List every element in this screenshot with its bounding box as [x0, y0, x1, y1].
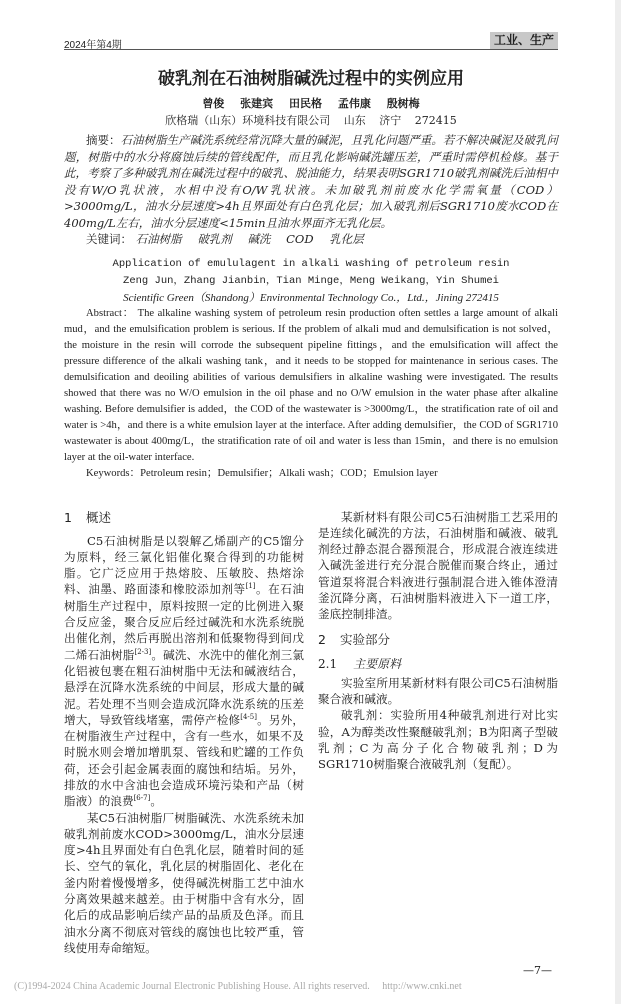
english-keywords: Keywords：Petroleum resin；Demulsifier；Alkali wash；COD；Emulsion layer: [86, 468, 438, 480]
paragraph: 实验室所用某新材料有限公司C5石油树脂聚合液和碱液。: [318, 675, 558, 706]
copyright-footer: [14, 980, 614, 1004]
english-abstract-label: Abstract：: [86, 307, 135, 319]
author: 殷树梅: [386, 97, 420, 110]
text: 。在石油树脂生产过程中，原料按照一定的比例进入聚合反应釜，聚合反应后经过碱洗和水洗系统脱出催化剂，然后再脱出溶剂和低聚物得到间戊二烯石油树脂: [64, 582, 304, 662]
affiliation-city: 济宁: [379, 114, 402, 127]
keywords-cn: [64, 231, 558, 248]
abstract-cn: [64, 132, 558, 231]
citation[interactable]: [6-7]: [133, 794, 151, 803]
issue-label: 2024年第4期: [64, 40, 122, 51]
affiliation-province: 山东: [343, 114, 366, 127]
section-label: 工业、生产: [490, 32, 558, 49]
affiliation: [64, 113, 558, 128]
author: 孟伟康: [337, 97, 371, 110]
text: 。碱洗、水洗中的催化剂三氯化铝被包裹在粗石油树脂中无法和碱液结合，悬浮在沉降水洗系统的中间层，形成大量的碱泥。若处理不当则会造成沉降水洗系统的压差增大，导致管线堵塞，需停产检修: [64, 647, 304, 727]
body-column-left: [64, 509, 304, 957]
keyword: 碱洗: [247, 232, 271, 246]
keywords-label: 关键词：: [86, 232, 132, 246]
english-abstract-text: The alkaline washing system of petroleum resin production often settles a large amount of alkali mud，and the emulsification problem is serious. If the problem of alkali mud and demulsification is not solved，the moisture in the resin will corrode the subsequent pipeline fittings，and the emulsification will affect the pressure difference of the alkali washing tank，and it needs to be stopped for maintenance in serious cases. The demulsification and deoiling abilities of various demulsifiers in alkaline washing were investigated. The results showed that there was no W/O emulsion in the oil phase and no O/W emulsion in the water phase after alkaline washing. Before demulsifier is added，the COD of the wastewater is >3000mg/L，the stratification rate of oil and water is >4h，and there is a white emulsion layer at the interface. After adding demulsifier，the COD of SGR1710 wastewater is about 400mg/L，the stratification rate of oil and water is less than 15min，and there is no emulsion layer at the oil-water interface.: [64, 307, 559, 464]
paragraph: 某新材料有限公司C5石油树脂工艺采用的是连续化碱洗的方法，石油树脂和碱液、破乳剂经过静态混合器预混合，形成混合液连续进入碱洗釜进行充分混合脱催而聚合终止，通过管道泵将混合料液进行强制混合进入锥体澄清釜沉降分离，石油树脂料液进入下一道工序，釜底控制排渣。: [318, 509, 558, 622]
footer-url[interactable]: http://www.cnki.net: [382, 981, 462, 993]
subsection-heading: [318, 655, 558, 673]
keyword: 石油树脂: [135, 232, 182, 246]
body-columns: [64, 509, 558, 957]
text: 。另外，在树脂液生产过程中，含有一些水，如果不及时脱水则会增加增肌泵、管线和贮罐的工作负荷，还会引起金属表面的腐蚀和结垢。另外，排放的水中含油也会造成环境污染和产品（树脂液）的浪费: [64, 712, 304, 809]
author-list: [64, 96, 558, 111]
paragraph: [64, 533, 304, 810]
english-affiliation: Scientific Green（Shandong）Environmental Technology Co.，Ltd.，Jining 272415: [123, 291, 499, 304]
page-number: —7—: [523, 964, 552, 978]
section-heading: [64, 509, 304, 527]
keyword: 破乳剂: [197, 232, 232, 246]
author: 田民格: [289, 97, 322, 110]
section-title: 实验部分: [339, 631, 390, 647]
body-column-right: [318, 509, 558, 957]
citation[interactable]: [2-3]: [134, 647, 152, 656]
keyword: COD: [286, 232, 314, 246]
running-header: [64, 33, 558, 50]
copyright-text: (C)1994-2024 China Academic Journal Electronic Publishing House. All rights reserved.: [14, 981, 370, 993]
scrollbar[interactable]: [615, 0, 621, 1004]
text: C5石油树脂是以裂解乙烯副产的C5馏分为原料，经三氯化铝催化聚合得到的功能树脂。它广泛应用于热熔胶、压敏胶、热熔涂料、油墨、路面漆和橡胶添加剂等: [64, 533, 304, 597]
author: 张建宾: [240, 97, 274, 110]
abstract-text: 石油树脂生产碱洗系统经常沉降大量的碱泥，且乳化问题严重。若不解决碱泥及破乳问题，树脂中的水分将腐蚀后续的管线配件，而且乳化影响碱洗罐压差，严重时需停机检修。基于此，考察了多种破乳剂在碱洗过程中的破乳、脱油能力，结果表明SGR1710破乳剂碱洗后油相中没有W/O乳状液，水相中没有O/W乳状液。未加破乳剂前废水化学需氧量（COD）>3000mg/L，油水分层速度>4h且界面处有白色乳化层；加入破乳剂后SGR1710废水COD在400mg/L左右，油水分层速度<15min且油水界面齐无乳化层。: [64, 133, 559, 230]
english-title: Application of emululagent in alkali washing of petroleum resin: [112, 257, 510, 270]
text: 。: [150, 794, 162, 809]
page: [14, 0, 559, 1004]
paragraph: 破乳剂：实验所用4种破乳剂进行对比实验，A为醇类改性聚醚破乳剂；B为阳离子型破乳剂；C为高分子化合物破乳剂；D为SGR1710树脂聚合液破乳剂（复配）。: [318, 708, 558, 772]
article-title: 破乳剂在石油树脂碱洗过程中的实例应用: [158, 69, 464, 89]
citation[interactable]: [4-5]: [240, 712, 257, 721]
author: 曾俊: [202, 97, 225, 110]
subsection-number: 2.1: [318, 656, 338, 671]
section-title: 概述: [85, 509, 111, 525]
keyword: 乳化层: [329, 232, 364, 246]
section-number: 1: [64, 509, 72, 525]
affiliation-org: 欣格瑞（山东）环境科技有限公司: [165, 114, 331, 127]
english-authors: Zeng Jun，Zhang Jianbin，Tian Minge，Meng Weikang，Yin Shumei: [123, 274, 499, 287]
english-abstract: [64, 306, 558, 467]
section-heading: [318, 631, 558, 649]
citation[interactable]: [1]: [245, 582, 256, 591]
abstract-label: 摘要：: [86, 133, 121, 147]
subsection-title: 主要原料: [353, 656, 402, 671]
section-number: 2: [318, 631, 326, 647]
affiliation-zip: 272415: [414, 114, 457, 127]
paragraph: 某C5石油树脂厂树脂碱洗、水洗系统未加破乳剂前废水COD>3000mg/L，油水分层速度>4h且界面处有白色乳化层，随着时间的延长、空气的氧化，乳化层的树脂固化、老化在釜内附着慢慢增多，使得碱洗树脂工艺中油水分离效果越来越差。由于树脂中含有水分，固化后的成品影响后续产品的品质及色泽。而且油水分离不彻底对管线的腐蚀也比较严重，管线使用寿命缩短。: [64, 810, 304, 955]
